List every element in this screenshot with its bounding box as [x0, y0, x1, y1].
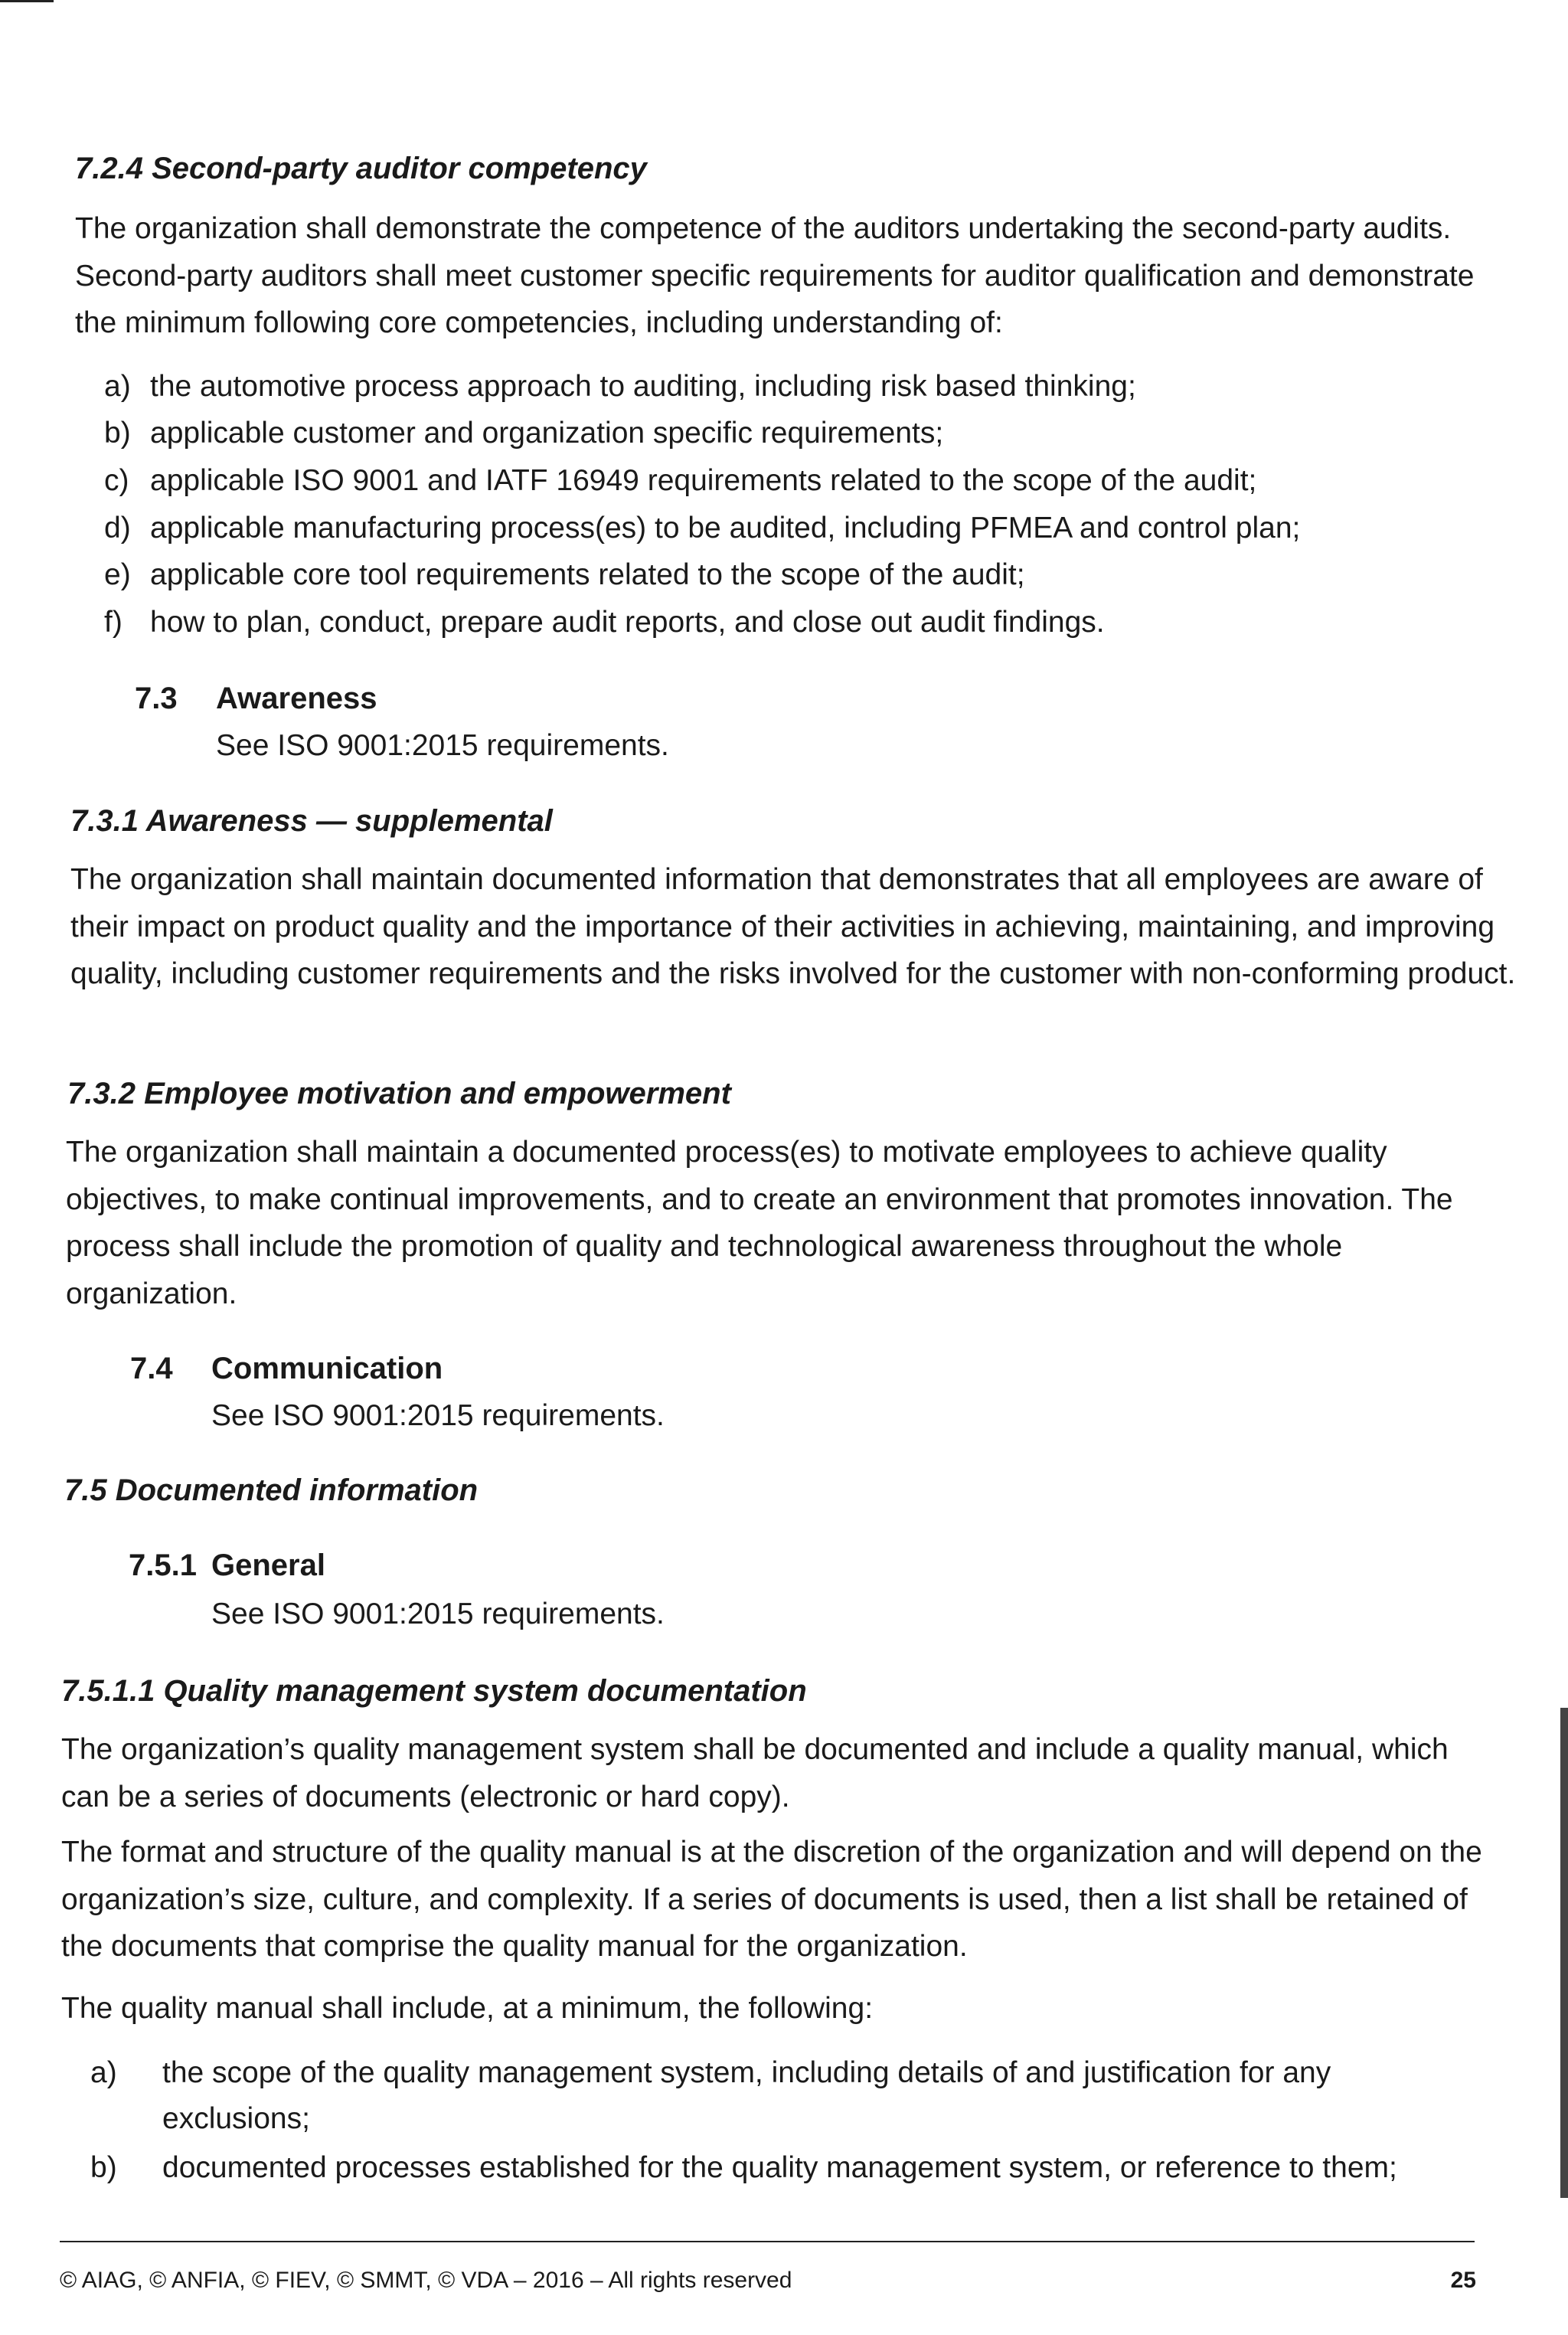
- list-item-text: the automotive process approach to auditing, including risk based thinking;: [150, 370, 1136, 403]
- list-marker: e): [104, 558, 131, 591]
- section-number-7-3: 7.3: [135, 682, 178, 715]
- heading-7-2-4: 7.2.4 Second-party auditor competency: [75, 152, 647, 185]
- paragraph-7-3-2: The organization shall maintain a documented process(es) to motivate employees to achieve quality objectives, to make continual improvements, and to create an environment that promotes innovation. The process shall include the promotion of quality and technological awareness throughout the whole organization.: [66, 1136, 1453, 1310]
- reference-note-7-3: See ISO 9001:2015 requirements.: [216, 729, 669, 762]
- list-marker: a): [104, 370, 131, 403]
- list-item-7-2-4-b: [104, 410, 943, 457]
- list-item-text: the scope of the quality management system, including details of and justification for any: [162, 2056, 1331, 2089]
- section-title-communication: Communication: [211, 1352, 443, 1385]
- list-item-7-2-4-c: [104, 457, 1256, 505]
- section-title-general: General: [211, 1548, 325, 1582]
- list-item-text: documented processes established for the quality management system, or reference to them;: [162, 2151, 1397, 2184]
- list-item-7-5-1-1-a: [90, 2049, 1331, 2097]
- paragraph-7-3-1: The organization shall maintain documented information that demonstrates that all employees are aware of their impact on product quality and the importance of their activities in achieving, maintaining, and improving quality, including customer requirements and the risks involved for the customer with non-conforming product.: [70, 863, 1516, 990]
- list-marker: d): [104, 512, 131, 545]
- footer-divider: [60, 2241, 1475, 2242]
- footer-copyright: © AIAG, © ANFIA, © FIEV, © SMMT, © VDA – 2016 – All rights reserved: [60, 2268, 792, 2293]
- list-marker: b): [104, 417, 131, 450]
- heading-7-5: 7.5 Documented information: [64, 1473, 479, 1507]
- list-item-text: how to plan, conduct, prepare audit reports, and close out audit findings.: [150, 606, 1105, 639]
- paragraph-7-5-1-1-c: The quality manual shall include, at a minimum, the following:: [61, 1992, 874, 2025]
- paragraph-7-5-1-1-a: The organization’s quality management system shall be documented and include a quality manual, which can be a series of documents (electronic or hard copy).: [61, 1733, 1449, 1813]
- list-marker: f): [104, 606, 122, 639]
- list-item-text: applicable customer and organization specific requirements;: [150, 417, 944, 450]
- list-item-7-2-4-e: [104, 551, 1025, 599]
- list-item-text: applicable ISO 9001 and IATF 16949 requirements related to the scope of the audit;: [150, 464, 1257, 497]
- paragraph-7-2-4: The organization shall demonstrate the competence of the auditors undertaking the second-party audits. Second-party auditors shall meet customer specific requirements for auditor qualification and demonstrate the minimum following core competencies, including understanding of:: [75, 212, 1475, 339]
- list-item-7-2-4-f: [104, 599, 1105, 646]
- heading-7-5-1-1: 7.5.1.1 Quality management system documentation: [61, 1674, 807, 1708]
- reference-note-7-5-1: See ISO 9001:2015 requirements.: [211, 1598, 665, 1630]
- heading-7-3-2: 7.3.2 Employee motivation and empowerment: [67, 1077, 731, 1110]
- reference-note-7-4: See ISO 9001:2015 requirements.: [211, 1399, 665, 1432]
- list-marker: c): [104, 464, 129, 497]
- list-item-7-2-4-d: [104, 505, 1300, 552]
- section-title-awareness: Awareness: [216, 682, 377, 715]
- heading-7-3-1: 7.3.1 Awareness — supplemental: [70, 804, 553, 838]
- list-item-text: applicable manufacturing process(es) to be audited, including PFMEA and control plan;: [150, 512, 1301, 545]
- list-marker: a): [90, 2056, 117, 2089]
- list-item-text: applicable core tool requirements related to the scope of the audit;: [150, 558, 1025, 591]
- paragraph-7-5-1-1-b: The format and structure of the quality manual is at the discretion of the organization and will depend on the organization’s size, culture, and complexity. If a series of documents is used, then a list shall be retained of the documents that comprise the quality manual for the organization.: [61, 1836, 1482, 1963]
- list-item-7-2-4-a: [104, 363, 1136, 410]
- list-item-7-5-1-1-b: [90, 2144, 1397, 2192]
- page-number: 25: [1450, 2268, 1476, 2293]
- section-number-7-5-1: 7.5.1: [129, 1548, 197, 1582]
- section-number-7-4: 7.4: [130, 1352, 173, 1385]
- list-item-7-5-1-1-a-continuation: [162, 2095, 310, 2143]
- list-marker: b): [90, 2151, 117, 2184]
- list-item-text: exclusions;: [162, 2102, 310, 2135]
